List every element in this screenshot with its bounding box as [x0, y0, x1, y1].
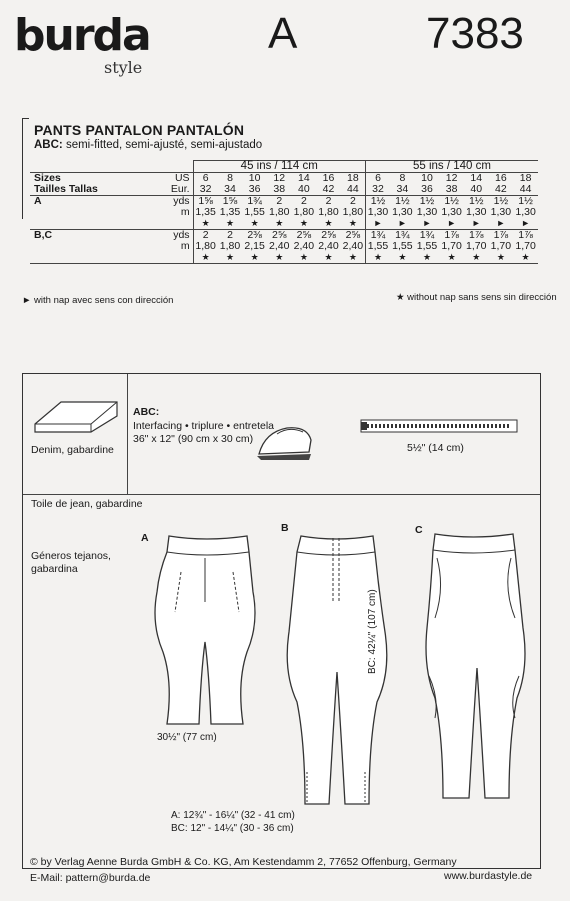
yds-cell: 2⅜: [247, 229, 262, 241]
yds-cell: 1½: [395, 195, 410, 207]
size-eur-cell: 36: [421, 183, 433, 195]
legend-without-nap: ★ without nap sans sens sin dirección: [396, 292, 557, 303]
leg-width-a: A: 12¾" - 16¼" (32 - 41 cm): [171, 810, 295, 821]
yds-cell: 1⅞: [468, 229, 484, 241]
size-eur-cell: 44: [519, 183, 532, 195]
size-us-cell: 12: [445, 172, 458, 184]
size-us-cell: 16: [322, 172, 335, 184]
m-cell: 1,35: [219, 206, 241, 218]
yds-cell: 2⅝: [321, 229, 336, 241]
yardage-row-label: B,C: [34, 229, 53, 241]
size-us-cell: 8: [227, 172, 233, 184]
fabric-en: Denim, gabardine: [31, 444, 114, 456]
yds-cell: 1½: [444, 195, 459, 207]
yds-cell: 1¾: [247, 195, 262, 207]
nap-mark-cell: ★: [472, 252, 481, 262]
yds-cell: 1⅝: [222, 195, 238, 207]
footer-copyright: © by Verlag Aenne Burda GmbH & Co. KG, Am Kestendamm 2, 77652 Offenburg, Germany: [30, 856, 457, 868]
nap-mark-cell: ★: [341, 218, 366, 230]
yds-cell: 2: [276, 195, 283, 207]
yds-cell: 1⅞: [518, 229, 533, 241]
nap-mark-cell: ★: [299, 252, 308, 262]
size-eur-cell: 36: [248, 183, 261, 195]
size-us-cell: 18: [341, 173, 366, 185]
row-spacer: [171, 218, 193, 230]
nap-mark-cell: ★: [225, 218, 235, 228]
m-cell: 1,70: [490, 240, 512, 252]
m-cell: 1,30: [416, 206, 438, 218]
size-eur-cell: 40: [298, 183, 310, 195]
m-cell: 2,15: [244, 240, 265, 252]
width-header-45: 45 ins / 114 cm: [193, 161, 365, 173]
eur-label: Eur.: [171, 184, 193, 196]
m-cell: 1,80: [318, 206, 339, 218]
m-label: m: [171, 241, 193, 252]
pattern-number: 7383: [426, 9, 524, 58]
nap-mark-cell: ★: [422, 252, 432, 262]
m-cell: 2,40: [341, 241, 366, 252]
m-cell: 1,30: [515, 206, 536, 218]
yds-label: yds: [171, 196, 193, 208]
footer-website: www.burdastyle.de: [444, 870, 533, 882]
yds-cell: 2⅝: [271, 229, 287, 241]
legend-with-nap: ► with nap avec sens con dirección: [22, 295, 174, 306]
size-us-cell: 6: [202, 172, 209, 184]
view-label-c: C: [415, 524, 423, 536]
m-cell: 1,30: [392, 206, 413, 218]
size-us-cell: 10: [248, 172, 261, 184]
interfacing-label: Interfacing • triplure • entretela: [133, 420, 275, 432]
size-us-cell: 12: [273, 172, 286, 184]
nap-mark-cell: ★: [201, 252, 210, 262]
size-eur-cell: 42: [322, 183, 335, 195]
yds-cell: 2: [202, 229, 209, 241]
size-eur-cell: 34: [396, 183, 409, 195]
m-label: m: [171, 207, 193, 218]
yds-cell: 1½: [370, 195, 386, 207]
size-us-cell: 10: [421, 172, 433, 184]
m-cell: 1,80: [195, 240, 216, 252]
yds-cell: 1⅞: [493, 229, 509, 241]
size-us-cell: 6: [375, 172, 381, 184]
yds-cell: 1½: [493, 195, 509, 207]
nap-mark-cell: ★: [275, 218, 284, 228]
size-eur-cell: 32: [372, 183, 384, 195]
brand-logo-sub: style: [104, 58, 143, 77]
yds-cell: 1½: [468, 195, 484, 207]
size-table: [30, 160, 538, 266]
footer-email: E-Mail: pattern@burda.de: [30, 872, 151, 884]
yds-cell: 1½: [518, 195, 533, 207]
view-letter: A: [268, 9, 298, 58]
size-eur-cell: 32: [199, 183, 212, 195]
yds-cell: 2⅝: [341, 230, 366, 242]
notions-abc: ABC:: [133, 406, 160, 418]
row-spacer: [30, 218, 171, 230]
m-cell: 2,40: [318, 240, 339, 252]
iron-icon: [255, 420, 315, 464]
view-label-a: A: [141, 532, 149, 544]
m-cell: 1,70: [515, 240, 536, 252]
size-eur-cell: 44: [341, 184, 366, 196]
yds-cell: 1⅞: [444, 229, 459, 241]
row-spacer: [30, 252, 171, 264]
nap-mark-cell: ★: [250, 218, 259, 228]
nap-mark-cell: ★: [275, 252, 284, 262]
m-cell: 1,30: [466, 206, 487, 218]
yds-cell: 1¾: [370, 229, 386, 241]
nap-mark-cell: ★: [341, 252, 366, 264]
nap-mark-cell: ►: [373, 218, 383, 228]
size-eur-cell: 40: [470, 183, 483, 195]
m-cell: 1,70: [441, 240, 462, 252]
nap-mark-cell: ★: [496, 252, 505, 262]
size-eur-cell: 34: [224, 183, 236, 195]
m-cell: 1,80: [219, 240, 241, 252]
fabric-fr: Toile de jean, gabardine: [31, 498, 143, 510]
m-cell: 1,55: [416, 240, 438, 252]
nap-mark-cell: ★: [250, 252, 259, 262]
yds-cell: 1½: [419, 195, 435, 207]
m-cell: 1,80: [341, 207, 366, 218]
zipper-icon: [359, 414, 519, 438]
yardage-row-label: A: [34, 195, 42, 207]
nap-mark-cell: ★: [521, 252, 530, 262]
brand-logo: burda: [14, 10, 150, 61]
fabric-bolt-icon: [31, 394, 121, 434]
m-cell: 1,30: [441, 206, 462, 218]
yds-cell: 1¾: [419, 229, 435, 241]
nap-mark-cell: ★: [324, 218, 333, 228]
m-cell: 1,80: [269, 206, 290, 218]
nap-mark-cell: ★: [201, 218, 210, 228]
nap-mark-cell: ★: [324, 252, 333, 262]
size-us-cell: 14: [470, 172, 483, 184]
size-us-cell: 16: [495, 172, 507, 184]
nap-mark-cell: ★: [447, 252, 456, 262]
yds-cell: 2: [300, 195, 307, 207]
yds-cell: 2: [325, 195, 332, 207]
corner-bracket: [22, 118, 29, 219]
inseam-measurement: 30½" (77 cm): [157, 732, 217, 743]
nap-mark-cell: ★: [299, 218, 308, 228]
nap-mark-cell: ►: [496, 218, 506, 228]
us-label: US: [171, 173, 193, 185]
size-us-cell: 14: [298, 172, 310, 184]
yds-cell: 2: [227, 229, 233, 241]
yds-cell: 1¾: [395, 229, 410, 241]
pants-view-a-drawing: [151, 532, 261, 732]
sizes-label-2: Tailles Tallas: [34, 183, 98, 195]
row-spacer: [171, 252, 193, 264]
subtitle: [34, 139, 262, 151]
yds-cell: 2⅝: [296, 229, 312, 241]
size-us-cell: 18: [519, 172, 532, 184]
nap-mark-cell: ►: [422, 218, 432, 228]
m-cell: 2,40: [293, 240, 315, 252]
nap-mark-cell: ★: [373, 252, 383, 262]
yds-cell: 2: [341, 196, 366, 208]
nap-mark-cell: ►: [471, 218, 481, 228]
m-cell: 1,30: [367, 206, 389, 218]
size-eur-cell: 38: [273, 183, 286, 195]
page-title: PANTS PANTALON PANTALÓN: [34, 122, 245, 138]
m-cell: 1,70: [466, 240, 487, 252]
subtitle-prefix: ABC:: [34, 139, 63, 151]
size-us-cell: 8: [399, 172, 406, 184]
row-spacer: [30, 207, 171, 218]
subtitle-text: semi-fitted, semi-ajusté, semi-ajustado: [65, 139, 263, 151]
length-bc: BC: 42¼" (107 cm): [367, 589, 378, 674]
nap-mark-cell: ►: [397, 218, 407, 228]
leg-width-bc: BC: 12" - 14¼" (30 - 36 cm): [171, 823, 294, 834]
view-label-b: B: [281, 522, 289, 534]
m-cell: 1,55: [392, 240, 413, 252]
yds-label: yds: [171, 230, 193, 242]
interfacing-size: 36" x 12" (90 cm x 30 cm): [133, 433, 254, 445]
size-eur-cell: 38: [445, 183, 458, 195]
width-header-55: 55 ins / 140 cm: [365, 161, 538, 173]
nap-mark-cell: ►: [447, 218, 457, 228]
sizes-label: Sizes: [34, 172, 61, 184]
fabric-es: Géneros tejanos, gabardina: [31, 550, 111, 575]
table-bottom-rule: [30, 264, 538, 267]
size-eur-cell: 42: [495, 183, 507, 195]
zipper-length: 5½" (14 cm): [407, 442, 464, 454]
row-spacer: [30, 241, 171, 252]
pattern-panel: [22, 373, 541, 869]
m-cell: 2,40: [269, 240, 290, 252]
m-cell: 1,55: [244, 206, 265, 218]
nap-mark-cell: ►: [521, 218, 531, 228]
m-cell: 1,80: [293, 206, 315, 218]
m-cell: 1,30: [490, 206, 512, 218]
yds-cell: 1⅝: [198, 195, 213, 207]
pants-view-c-drawing: [415, 528, 535, 804]
nap-mark-cell: ★: [225, 252, 235, 262]
nap-mark-cell: ★: [398, 252, 407, 262]
m-cell: 1,55: [367, 240, 389, 252]
m-cell: 1,35: [195, 206, 216, 218]
